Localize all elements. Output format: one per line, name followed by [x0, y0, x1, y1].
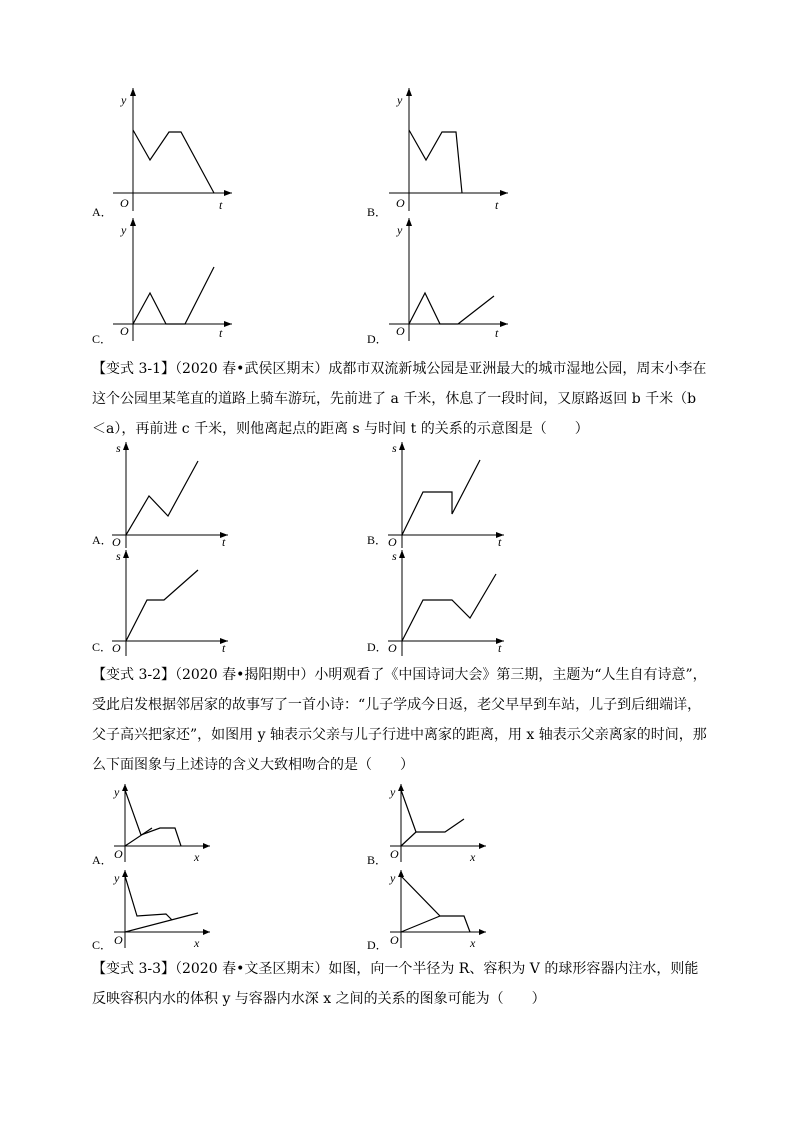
origin-label: O: [396, 196, 405, 210]
origin-label: O: [388, 535, 397, 549]
axis-x-label: t: [219, 326, 223, 340]
origin-label: O: [120, 196, 129, 210]
option-label-a: A．: [92, 533, 113, 547]
option-label-b: B．: [367, 853, 388, 867]
option-label-d: D．: [367, 938, 388, 952]
axis-y-label: y: [121, 93, 127, 107]
option-label-c: C．: [92, 332, 113, 346]
axis-x-label: x: [470, 850, 476, 864]
axis-y-label: s: [392, 549, 397, 563]
axis-y-label: y: [390, 785, 396, 799]
origin-label: O: [390, 847, 399, 861]
option-label-d: D．: [367, 640, 388, 654]
graph-a: [108, 782, 213, 864]
axis-y-label: y: [397, 93, 403, 107]
axis-y-label: y: [390, 871, 396, 885]
graph-b: [384, 88, 509, 213]
origin-label: O: [396, 324, 405, 338]
graph-b: [384, 782, 489, 864]
origin-label: O: [120, 324, 129, 338]
axis-y-label: y: [114, 785, 120, 799]
axis-x-label: t: [495, 198, 499, 212]
option-label-c: C．: [92, 640, 113, 654]
graph-d: [384, 218, 509, 343]
graph-a: [108, 88, 233, 213]
option-label-c: C．: [92, 938, 113, 952]
graph-a: [108, 440, 233, 550]
axis-x-label: t: [222, 641, 226, 655]
graph-d: [384, 868, 489, 950]
origin-label: O: [114, 847, 123, 861]
question-3-2-text: 【变式 3-2】（2020 春•揭阳期中）小明观看了《中国诗词大会》第三期，主题为“人生自有诗意”，受此启发根据邻居家的故事写了一首小诗：“儿子学成今日返，老父早早到车站，儿子到后细端详，父子高兴把家还”，如图用 y 轴表示父亲与儿子行进中离家的距离，用 x 轴表示父亲离家的时间，那么下面图象与上述诗的含义大致相吻合的是（ ）: [92, 667, 707, 773]
origin-label: O: [388, 641, 397, 655]
axis-x-label: x: [194, 850, 200, 864]
axis-y-label: s: [116, 441, 121, 455]
axis-y-label: s: [392, 441, 397, 455]
graph-c: [108, 868, 213, 950]
origin-label: O: [390, 933, 399, 947]
origin-label: O: [114, 933, 123, 947]
graph-c: [108, 548, 233, 658]
graph-c: [108, 218, 233, 343]
option-label-b: B．: [367, 205, 388, 219]
axis-x-label: x: [470, 936, 476, 950]
question-3-1-text: 【变式 3-1】（2020 春•武侯区期末）成都市双流新城公园是亚洲最大的城市湿地公园，周末小李在这个公园里某笔直的道路上骑车游玩，先前进了 a 千米，休息了一段时间，又原路返回 b 千米（b＜a），再前进 c 千米，则他离起点的距离 s 与时间 t 的关系的示意图是（ ）: [92, 361, 707, 437]
origin-label: O: [112, 641, 121, 655]
option-label-d: D．: [367, 332, 388, 346]
axis-x-label: x: [194, 936, 200, 950]
option-label-a: A．: [92, 853, 113, 867]
graph-b: [384, 440, 509, 550]
question-3-3-text: 【变式 3-3】（2020 春•文圣区期末）如图，向一个半径为 R、容积为 V 的球形容器内注水，则能反映容积内水的体积 y 与容器内水深 x 之间的关系的图象可能为（ ）: [92, 961, 699, 1007]
axis-y-label: y: [121, 223, 127, 237]
axis-x-label: t: [498, 641, 502, 655]
axis-y-label: s: [116, 549, 121, 563]
axis-x-label: t: [498, 535, 502, 549]
axis-x-label: t: [222, 535, 226, 549]
origin-label: O: [112, 535, 121, 549]
option-label-a: A．: [92, 205, 113, 219]
option-label-b: B．: [367, 533, 388, 547]
axis-y-label: y: [114, 871, 120, 885]
axis-x-label: t: [495, 326, 499, 340]
axis-x-label: t: [219, 198, 223, 212]
axis-y-label: y: [397, 223, 403, 237]
graph-d: [384, 548, 509, 658]
